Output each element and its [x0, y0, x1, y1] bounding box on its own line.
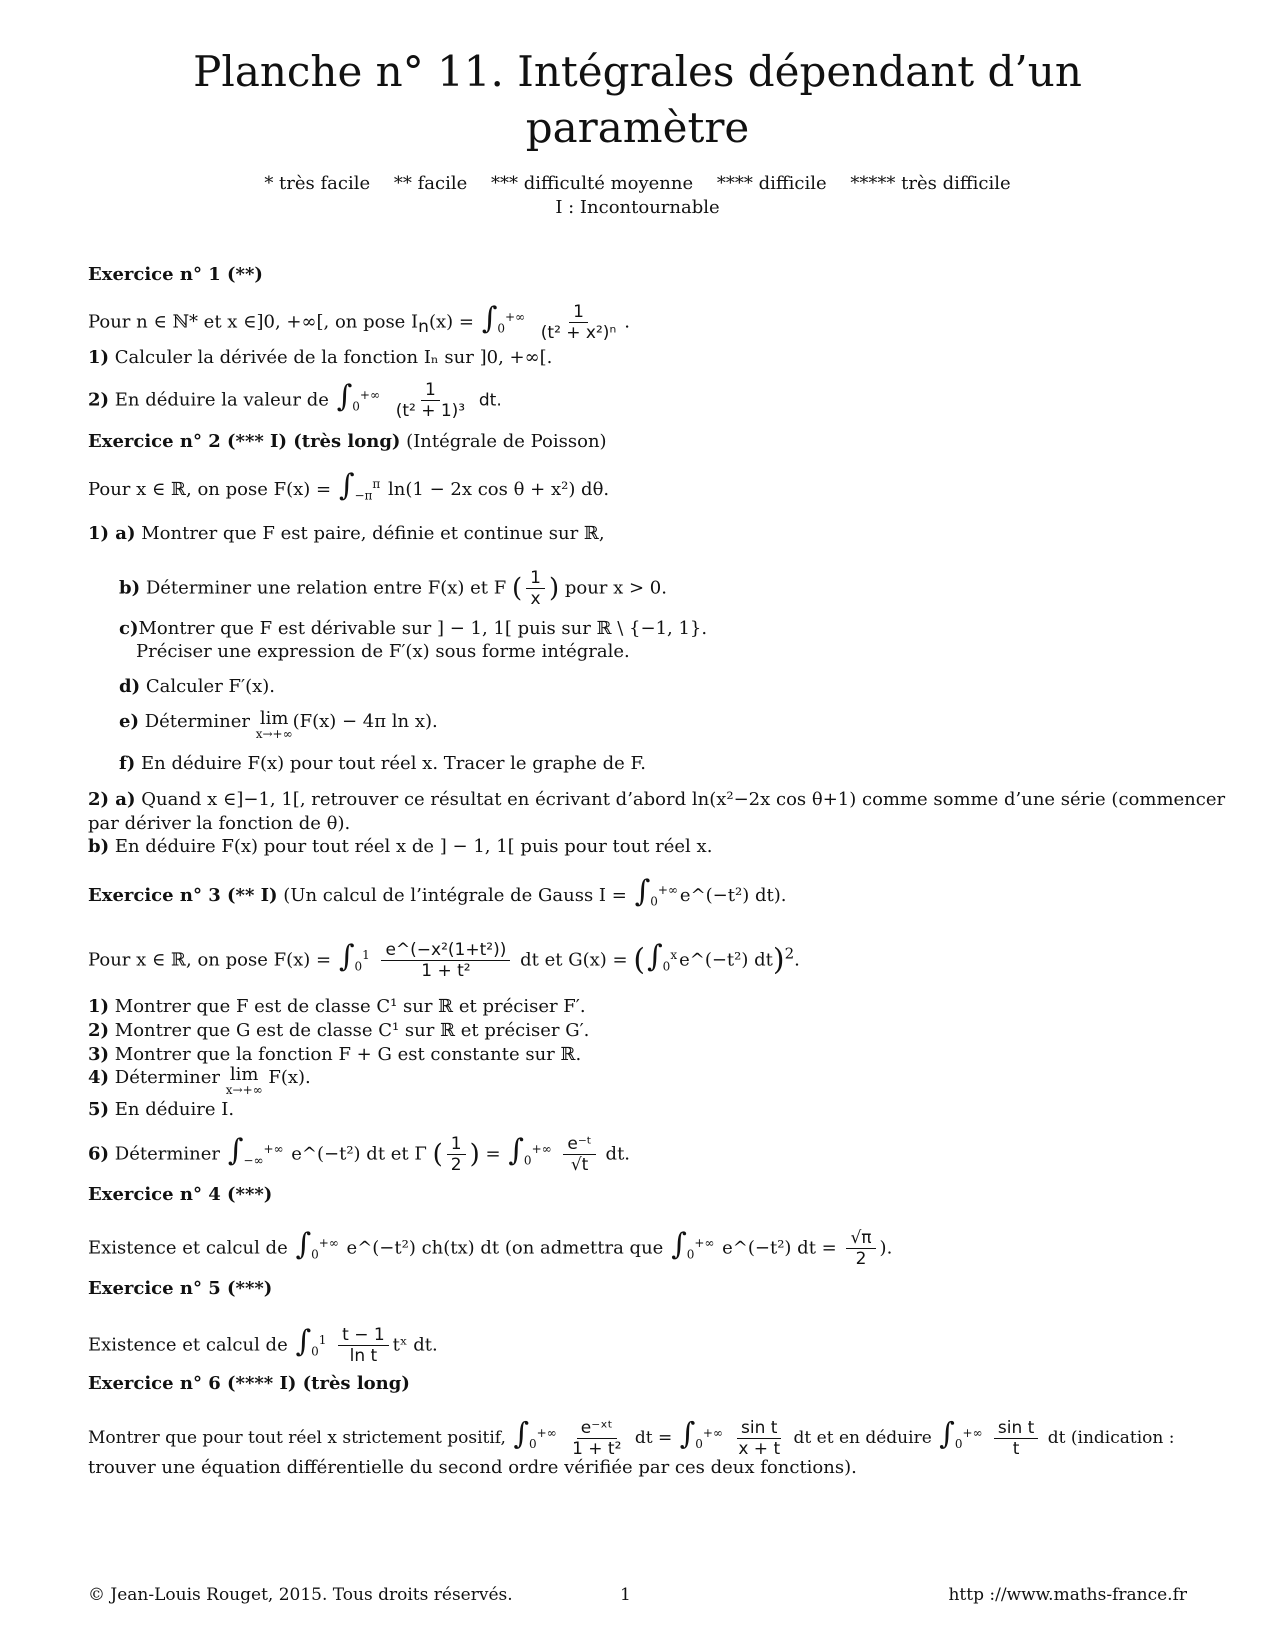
exercise-3-q2: 2) Montrer que G est de classe C¹ sur ℝ et préciser G′. — [88, 1020, 590, 1041]
fraction: $\frac{1}{\text{(t² + x²)ⁿ}}$ — [540, 302, 617, 343]
fraction: $\frac{1}{2}$ — [447, 1134, 466, 1175]
legend-item: ***** très difficile — [850, 173, 1011, 194]
page-title — [0, 44, 1275, 156]
fraction: $\frac{1}{\text{(t² + 1)³}}$ — [395, 380, 466, 421]
integral-sign: $\int_{-\infty}^{+\infty}$ — [227, 1132, 284, 1168]
exercise-4-text: Existence et calcul de $\int_0^{+\infty}$ e^(−t²) ch(tx) dt (on admettra que $\int_0^{+\infty}$ e^(−t²) dt = $\frac{√\pi}{2}$ ). — [88, 1226, 893, 1269]
exercise-1-q2: 2) En déduire la valeur de $\int_0^{+\infty}$ $\frac{1}{\text{(t² + 1)³}}$ dt. — [88, 378, 502, 421]
exercise-5-text: Existence et calcul de $\int_0^1$ $\frac{t - 1}{\text{ln t}}$ tˣ dt. — [88, 1323, 438, 1366]
fraction: $\frac{\text{e⁻ˣᵗ}}{\text{1 + t²}}$ — [572, 1418, 622, 1459]
difficulty-legend — [0, 172, 1275, 220]
title-line-2: paramètre — [525, 103, 750, 152]
legend-item: *** difficulté moyenne — [490, 173, 694, 194]
fraction: $\frac{\text{sin t}}{x + t}$ — [738, 1418, 781, 1459]
integral-sign: $\int_{-\pi}^\pi$ — [338, 468, 381, 503]
exercise-3-q6: 6) Déterminer $\int_{-\infty}^{+\infty}$ e^(−t²) dt et Γ ( $\frac{1}{2}$ ) = $\int_0^{+\infty}$ $\frac{\text{e⁻ᵗ}}{√t}$ dt. — [88, 1132, 631, 1175]
exercise-6-text-cont: trouver une équation différentielle du second ordre vérifiée par ces deux fonctions). — [88, 1457, 857, 1478]
exercise-2-intro: Pour x ∈ ℝ, on pose $F(x) = \int_{-\pi}^\pi$ ln(1 − 2x cos θ + x²) dθ. — [88, 472, 609, 508]
fraction: $\frac{\text{sin t}}{t}$ — [994, 1418, 1038, 1459]
legend-item: ** facile — [393, 173, 468, 194]
exercise-2-2b: b) En déduire F(x) pour tout réel x de ] − 1, 1[ puis pour tout réel x. — [88, 836, 713, 857]
integral-sign: $\int_0^1$ — [338, 938, 370, 974]
exercise-2-1e: e) Déterminer lim x→+∞ (F(x) − 4π ln x). — [119, 708, 438, 741]
exercise-2-1d: d) Calculer F′(x). — [119, 676, 276, 697]
integral-sign: $\int_0^{+\infty}$ — [508, 1132, 552, 1168]
fraction: $\frac{\text{e\textasciicircum{}(−x²(1+t²))}}{\text{1 + t²}}$ — [381, 940, 510, 981]
exercise-5-heading: Exercice n° 5 (***) — [88, 1278, 273, 1299]
integral-sign: $\int_0^{+\infty}$ — [679, 1416, 723, 1452]
exercise-2-2a: 2) a) Quand x ∈]−1, 1[, retrouver ce résultat en écrivant d’abord ln(x²−2x cos θ+1) comme somme d’une série (commencer — [88, 789, 1226, 810]
integral-sign: $\int_0^{+\infty}$ — [336, 378, 380, 414]
title-line-1: Planche n° 11. Intégrales dépendant d’un — [193, 47, 1082, 96]
integral-sign: $\int_0^1$ — [295, 1323, 327, 1359]
exercise-2-1f: f) En déduire F(x) pour tout réel x. Tracer le graphe de F. — [119, 753, 646, 774]
exercise-2-1c: c)Montrer que F est dérivable sur ] − 1, 1[ puis sur ℝ \ {−1, 1}. — [119, 618, 708, 639]
integral-sign: $\int_0^{+\infty}$ — [513, 1416, 557, 1452]
exercise-2-2a-cont: par dériver la fonction de θ). — [88, 813, 351, 834]
fraction: $\frac{√\pi}{2}$ — [846, 1228, 875, 1269]
exercise-4-heading: Exercice n° 4 (***) — [88, 1184, 273, 1205]
exercise-1-heading: Exercice n° 1 (**) — [88, 264, 263, 285]
fraction: $\frac{1}{x}$ — [526, 568, 545, 609]
exercise-2-1a: 1) a) Montrer que F est paire, définie et continue sur ℝ, — [88, 523, 605, 544]
exercise-2-heading: Exercice n° 2 (*** I) (très long) (Intégrale de Poisson) — [88, 431, 607, 452]
exercise-3-q4: 4) Déterminer lim x→+∞ F(x). — [88, 1064, 311, 1097]
exercise-6-text: Montrer que pour tout réel x strictement positif, $\int_0^{+\infty}$ $\frac{\text{e⁻ˣᵗ}}{\text{1 + t²}}$ dt = $\int_0^{+\infty}$ $\frac{\text{sin t}}{x + t}$ dt et en déduire $\int_0^{+\infty}$ $\frac{\text{sin t}}{t}$ dt (indication : — [88, 1416, 1175, 1459]
integral-sign: $\int_0^{+\infty}$ — [481, 300, 526, 336]
exercise-6-heading: Exercice n° 6 (**** I) (très long) — [88, 1373, 410, 1394]
integral-sign: $\int_0^{+\infty}$ — [295, 1226, 339, 1262]
exercise-3-intro: Pour x ∈ ℝ, on pose $F(x) = \int_0^1$ $\frac{\text{e\textasciicircum{}(−x²(1+t²))}}{\text{1 + t²}}$ dt et $G(x) = (\int_0^x$ e^(−t²) dt)$^2$. — [88, 938, 800, 981]
exercise-2-1c-cont: Préciser une expression de F′(x) sous forme intégrale. — [136, 641, 630, 662]
legend-item: **** difficile — [716, 173, 827, 194]
integral-sign: $\int_0^{+\infty}$ — [634, 874, 678, 909]
exercise-1-q1: 1) Calculer la dérivée de la fonction Iₙ sur ]0, +∞[. — [88, 347, 553, 368]
footer-url[interactable]: http ://www.maths-france.fr — [948, 1585, 1187, 1605]
legend-incontournable: I : Incontournable — [555, 197, 720, 218]
integral-sign: $\int_0^x$ — [647, 938, 678, 974]
legend-item: * très facile — [264, 173, 371, 194]
integral-sign: $\int_0^{+\infty}$ — [671, 1226, 715, 1262]
fraction: $\frac{\text{e⁻ᵗ}}{√t}$ — [563, 1134, 595, 1175]
footer-page-number: 1 — [620, 1585, 631, 1605]
exercise-3-q3: 3) Montrer que la fonction F + G est constante sur ℝ. — [88, 1044, 582, 1065]
exercise-1-intro: Pour n ∈ ℕ* et x ∈]0, +∞[, on pose $I_n(x) = \int_0^{+\infty}$ $\frac{1}{\text{(t² + x²)ⁿ}}$ . — [88, 300, 630, 343]
exercise-3-q5: 5) En déduire I. — [88, 1099, 235, 1120]
exercise-2-1b: b) Déterminer une relation entre F(x) et F ( $\frac{1}{x}$ ) pour x > 0. — [119, 568, 667, 609]
fraction: $\frac{t - 1}{\text{ln t}}$ — [338, 1325, 389, 1366]
integral-sign: $\int_0^{+\infty}$ — [939, 1416, 983, 1452]
exercise-3-heading: Exercice n° 3 (** I) (Un calcul de l’intégrale de Gauss $I = \int_0^{+\infty}$ e^(−t²) dt). — [88, 878, 786, 914]
footer-copyright: © Jean-Louis Rouget, 2015. Tous droits réservés. — [88, 1585, 513, 1605]
exercise-3-q1: 1) Montrer que F est de classe C¹ sur ℝ et préciser F′. — [88, 996, 586, 1017]
